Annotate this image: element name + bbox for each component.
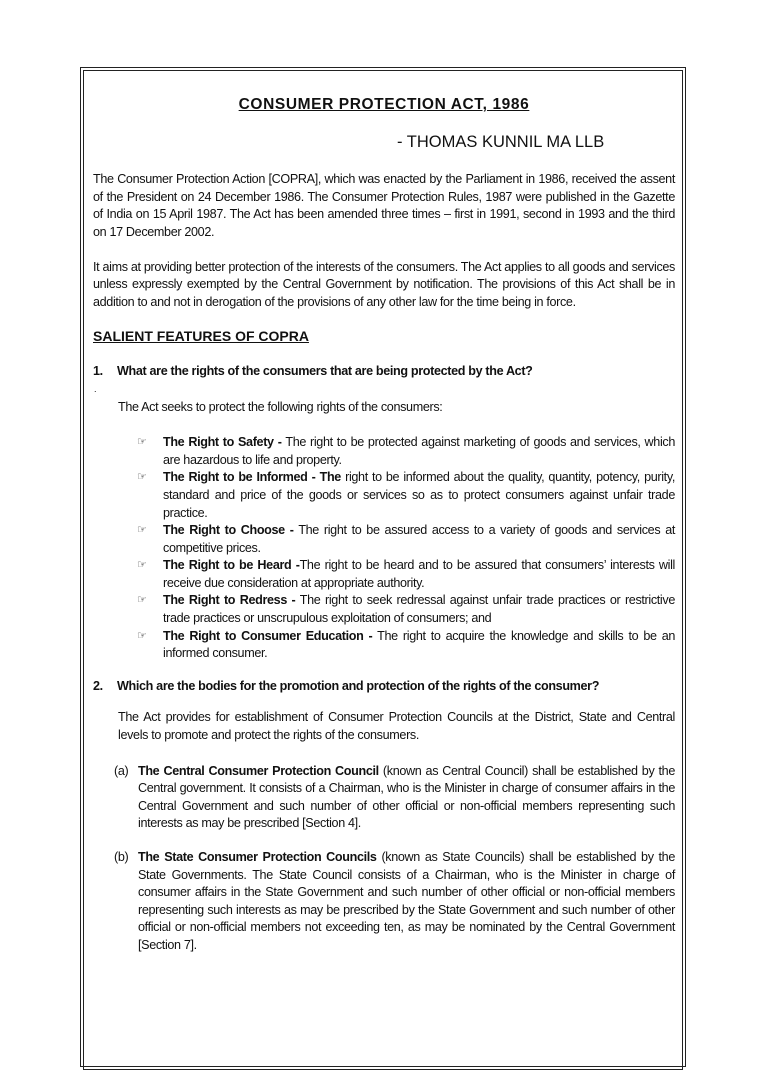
list-item — [137, 592, 675, 627]
right-name: The Right to Safety - — [163, 435, 282, 450]
right-name: The Right to Redress - — [163, 593, 296, 608]
right-desc: The right to be heard and to be assured that consumers’ interests will receive due consideration at appropriate authority. — [163, 558, 675, 590]
list-item — [137, 434, 675, 469]
list-item — [137, 469, 675, 522]
list-item — [137, 557, 675, 592]
council-name: The Central Consumer Protection Council — [138, 763, 379, 778]
right-desc: The right to be assured access to a variety of goods and services at competitive prices. — [163, 523, 675, 555]
right-desc: right to be informed about the quality, quantity, potency, purity, standard and price of the goods or services so as to protect consumers against unfair trade practice. — [163, 470, 675, 520]
intro-paragraph: The Consumer Protection Action [COPRA], which was enacted by the Parliament in 1986, received the assent of the President on 24 December 1986. The Consumer Protection Rules, 1987 were published in the Gazette of India on 15 April 1987. The Act has been amended three times – first in 1991, second in 1993 and the third on 17 December 2002. — [93, 172, 675, 239]
right-name: The Right to be Informed - The — [163, 470, 341, 485]
question-number: 1. — [93, 363, 103, 378]
right-desc: The right to be protected against marketing of goods and services, which are hazardous to life and property. — [163, 435, 676, 467]
question-text: Which are the bodies for the promotion and protection of the rights of the consumer? — [117, 678, 600, 693]
item-label: (a) — [114, 763, 129, 778]
document-body — [93, 96, 675, 971]
pointing-hand-icon: ☞ — [137, 524, 147, 537]
pointing-hand-icon: ☞ — [137, 471, 147, 484]
right-desc: The right to seek redressal against unfair trade practices or restrictive trade practices or unscrupulous exploitation of consumers; and — [163, 593, 675, 626]
pointing-hand-icon: ☞ — [137, 594, 147, 607]
question-number: 2. — [93, 678, 103, 693]
q1-lead: The Act seeks to protect the following rights of the consumers: — [118, 399, 443, 414]
question-text: What are the rights of the consumers that are being protected by the Act? — [117, 363, 533, 378]
right-name: The Right to Choose - — [163, 523, 294, 538]
council-item — [114, 849, 675, 955]
document-title: CONSUMER PROTECTION ACT, 1986 — [238, 96, 530, 113]
author-line: - THOMAS KUNNIL MA LLB — [397, 132, 605, 151]
pointing-hand-icon: ☞ — [137, 559, 147, 572]
right-name: The Right to Consumer Education - — [163, 628, 373, 643]
pointing-hand-icon: ☞ — [137, 629, 147, 642]
rights-list — [137, 434, 675, 663]
intro-paragraph: It aims at providing better protection of the interests of the consumers. The Act applies to all goods and services unless expressly exempted by the Central Government by notification. The provisions of this Act shall be in addition to and not in derogation of the provisions of any other law for the time being in force. — [93, 259, 675, 309]
list-item — [137, 628, 675, 663]
right-name: The Right to be Heard - — [163, 558, 300, 573]
council-item — [114, 763, 675, 833]
section-heading: SALIENT FEATURES OF COPRA — [93, 328, 309, 345]
pointing-hand-icon: ☞ — [137, 436, 147, 449]
council-name: The State Consumer Protection Councils — [138, 850, 377, 864]
right-desc: The right to acquire the knowledge and skills to be an informed consumer. — [163, 628, 675, 661]
stray-dot: . — [94, 383, 97, 394]
q2-lead: The Act provides for establishment of Consumer Protection Councils at the District, State and Central levels to promote and protect the rights of the consumers. — [118, 710, 675, 743]
council-desc: (known as Central Council) shall be established by the Central government. It consists of a Chairman, who is the Minister in charge of consumer affairs in the Central Government and such number of other official or non-official members representing such interests as may be prescribed [Section 4]. — [138, 763, 675, 831]
council-desc: (known as State Councils) shall be established by the State Governments. The State Council consists of a Chairman, who is the Minister in charge of consumer affairs in the State Government and such number of other official or non-official members representing such interests as may be prescribed by the State Government and such number of other official or non-official members not exceeding ten, as may be nominated by the Central Government [Section 7]. — [138, 850, 675, 952]
list-item — [137, 522, 675, 557]
question-1 — [93, 363, 675, 381]
item-label: (b) — [114, 850, 129, 864]
question-2 — [93, 678, 675, 696]
